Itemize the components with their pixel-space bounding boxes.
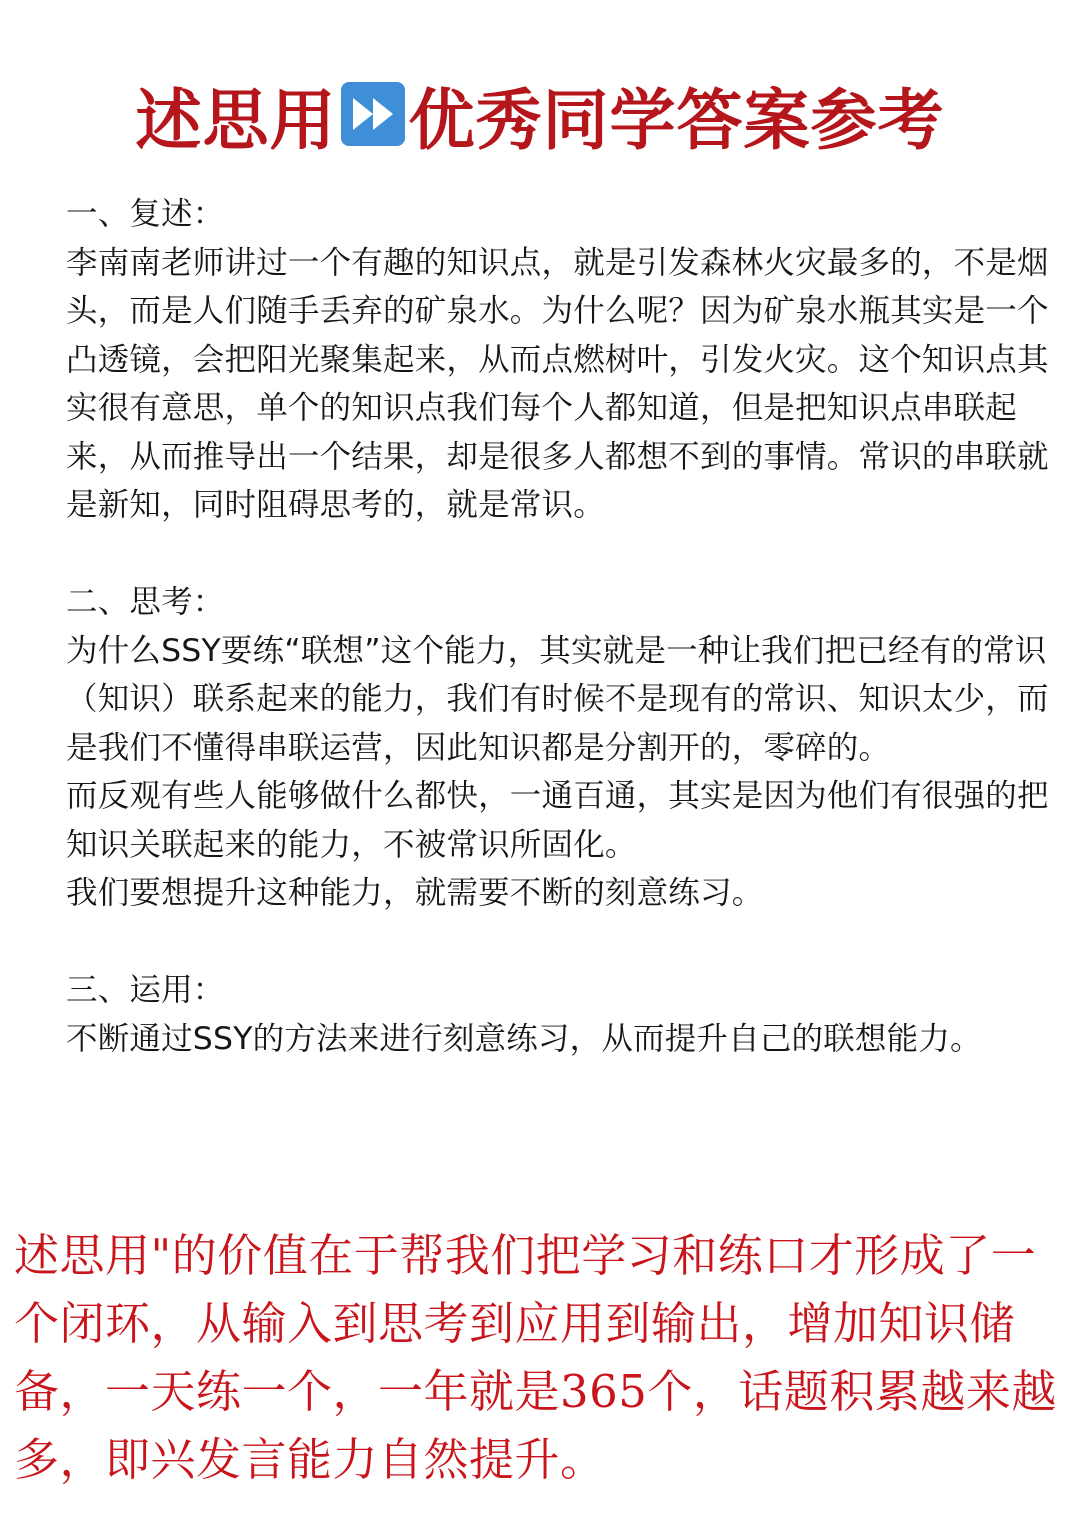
section-heading: 二、思考： <box>66 584 225 620</box>
section-retell <box>66 190 1056 530</box>
title-text-before: 述思用 <box>135 80 337 159</box>
section-think <box>66 578 1056 918</box>
section-heading: 一、复述： <box>66 196 225 232</box>
section-paragraph: 而反观有些人能够做什么都快，一通百通，其实是因为他们有很强的把知识关联起来的能力，不被常识所固化。 <box>66 778 1049 863</box>
section-paragraph: 李南南老师讲过一个有趣的知识点，就是引发森林火灾最多的，不是烟头，而是人们随手丢弃的矿泉水。为什么呢？因为矿泉水瓶其实是一个凸透镜，会把阳光聚集起来，从而点燃树叶，引发火灾。这个知识点其实很有意思，单个的知识点我们每个人都知道，但是把知识点串联起来，从而推导出一个结果，却是很多人都想不到的事情。常识的串联就是新知，同时阻碍思考的，就是常识。 <box>66 244 1049 523</box>
section-paragraph: 我们要想提升这种能力，就需要不断的刻意练习。 <box>66 875 764 911</box>
section-paragraph: 不断通过SSY的方法来进行刻意练习，从而提升自己的联想能力。 <box>66 1020 982 1057</box>
answer-body <box>66 190 1056 1063</box>
fast-forward-icon <box>341 82 405 146</box>
section-apply <box>66 966 1056 1063</box>
summary-note: 述思用"的价值在于帮我们把学习和练口才形成了一个闭环，从输入到思考到应用到输出，增加知识储备，一天练一个，一年就是365个，话题积累越来越多，即兴发言能力自然提升。 <box>14 1229 1057 1486</box>
page-title <box>0 72 1080 159</box>
section-paragraph: 为什么SSY要练“联想”这个能力，其实就是一种让我们把已经有的常识（知识）联系起来的能力，我们有时候不是现有的常识、知识太少，而是我们不懂得串联运营，因此知识都是分割开的，零碎的。 <box>66 632 1049 766</box>
title-text-after: 优秀同学答案参考 <box>408 80 945 159</box>
section-heading: 三、运用： <box>66 972 225 1008</box>
